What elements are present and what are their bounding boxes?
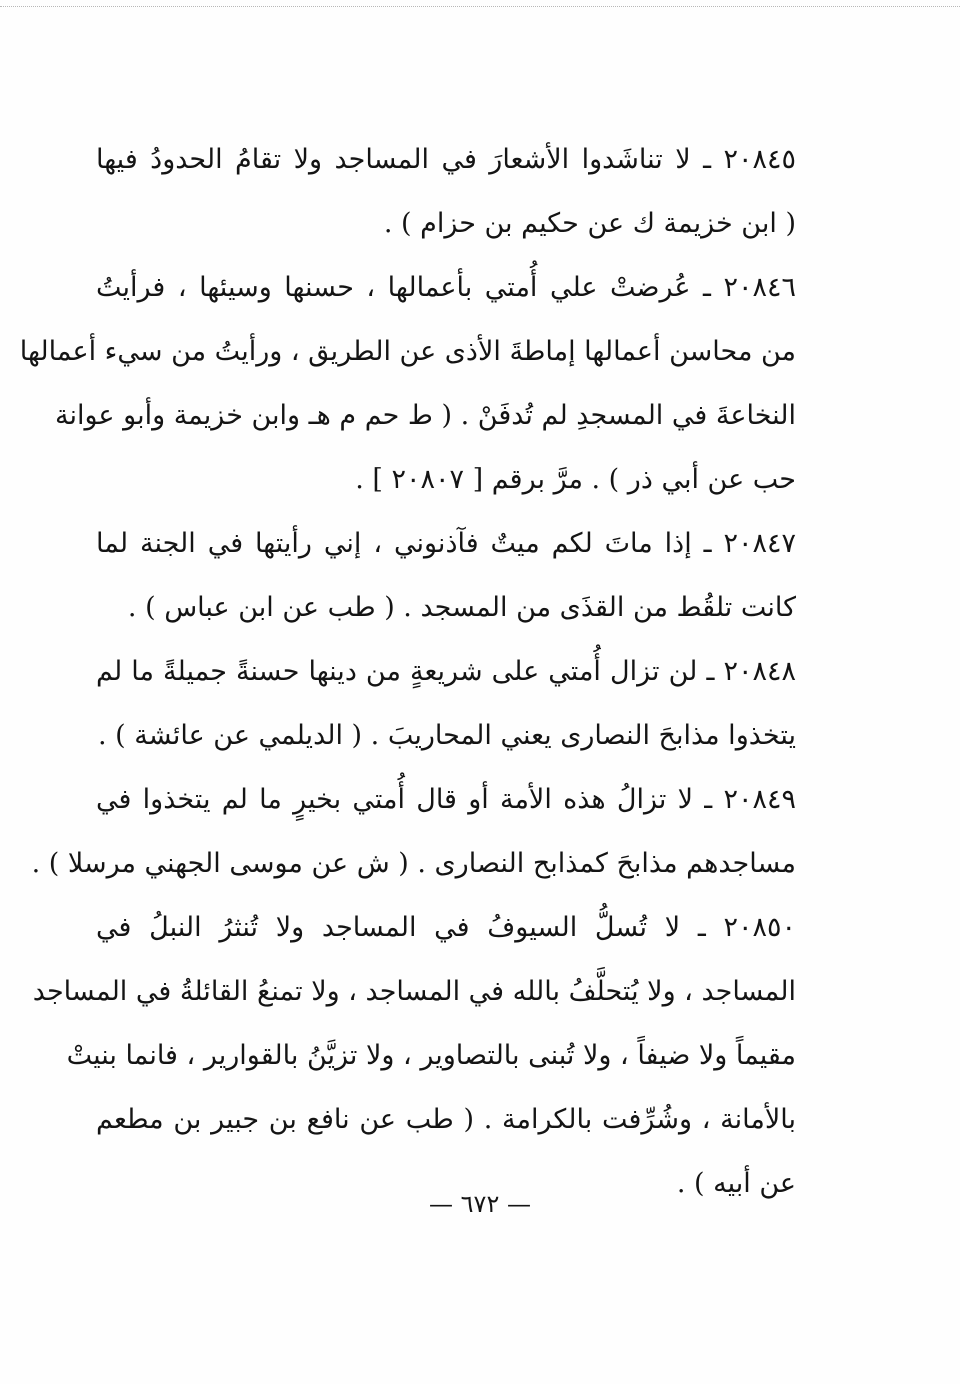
text-line: ٢٠٨٤٧ ـ إذا ماتَ لكم ميتٌ فآذنوني ، إني رأيتها في الجنة لما (96, 528, 796, 559)
text-line: حب عن أبي ذر ) . مرَّ برقم [ ٢٠٨٠٧ ] . (355, 464, 796, 495)
text-line: مساجدهم مذابحَ كمذابح النصارى . ( ش عن موسى الجهني مرسلا ) . (31, 848, 796, 879)
text-line: عن أبيه ) . (676, 1168, 796, 1199)
text-line: كانت تلقُط من القذَى من المسجد . ( طب عن ابن عباس ) . (127, 592, 796, 623)
text-line: النخاعةَ في المسجدِ لم تُدفَنْ . ( ط حم م هـ وابن خزيمة وأبو عوانة (54, 400, 796, 431)
text-line: من محاسن أعمالها إماطةَ الأذى عن الطريق ، ورأيتُ من سيء أعمالها (19, 336, 796, 367)
page-number: — ٦٧٢ — (429, 1190, 531, 1218)
text-line: يتخذوا مذابحَ النصارى يعني المحاريبَ . ( الديلمي عن عائشة ) . (97, 720, 796, 751)
text-line: ٢٠٨٥٠ ـ لا تُسلُّ السيوفُ في المساجد ولا تُنثرُ النبلُ في (96, 912, 796, 943)
text-line: مقيماً ولا ضيفاً ، ولا تُبنى بالتصاوير ، ولا تزيَّنُ بالقوارير ، فانما بنيتْ (66, 1040, 796, 1071)
text-line: ٢٠٨٤٦ ـ عُرضتْ علي أُمتي بأعمالها ، حسنها وسيئها ، فرأيتُ (96, 272, 796, 303)
text-line: بالأمانة ، وشُرِّفت بالكرامة . ( طب عن نافع بن جبير بن مطعم (96, 1104, 796, 1135)
text-line: ٢٠٨٤٩ ـ لا تزالُ هذه الأمة أو قال أُمتي بخيرٍ ما لم يتخذوا في (96, 784, 796, 815)
hadith-text-block (19, 128, 796, 1216)
text-line: ( ابن خزيمة ك عن حكيم بن حزام ) . (383, 208, 796, 239)
text-line: المساجد ، ولا يُتحلَّفُ بالله في المساجد ، ولا تمنعُ القائلةُ في المساجد (32, 976, 796, 1007)
text-line: ٢٠٨٤٨ ـ لن تزال أُمتي على شريعةٍ من دينها حسنةً جميلةً ما لم (96, 656, 796, 687)
top-dotted-rule (0, 6, 960, 7)
text-line: ٢٠٨٤٥ ـ لا تناشَدوا الأشعارَ في المساجد ولا تقامُ الحدودُ فيها (96, 144, 796, 175)
